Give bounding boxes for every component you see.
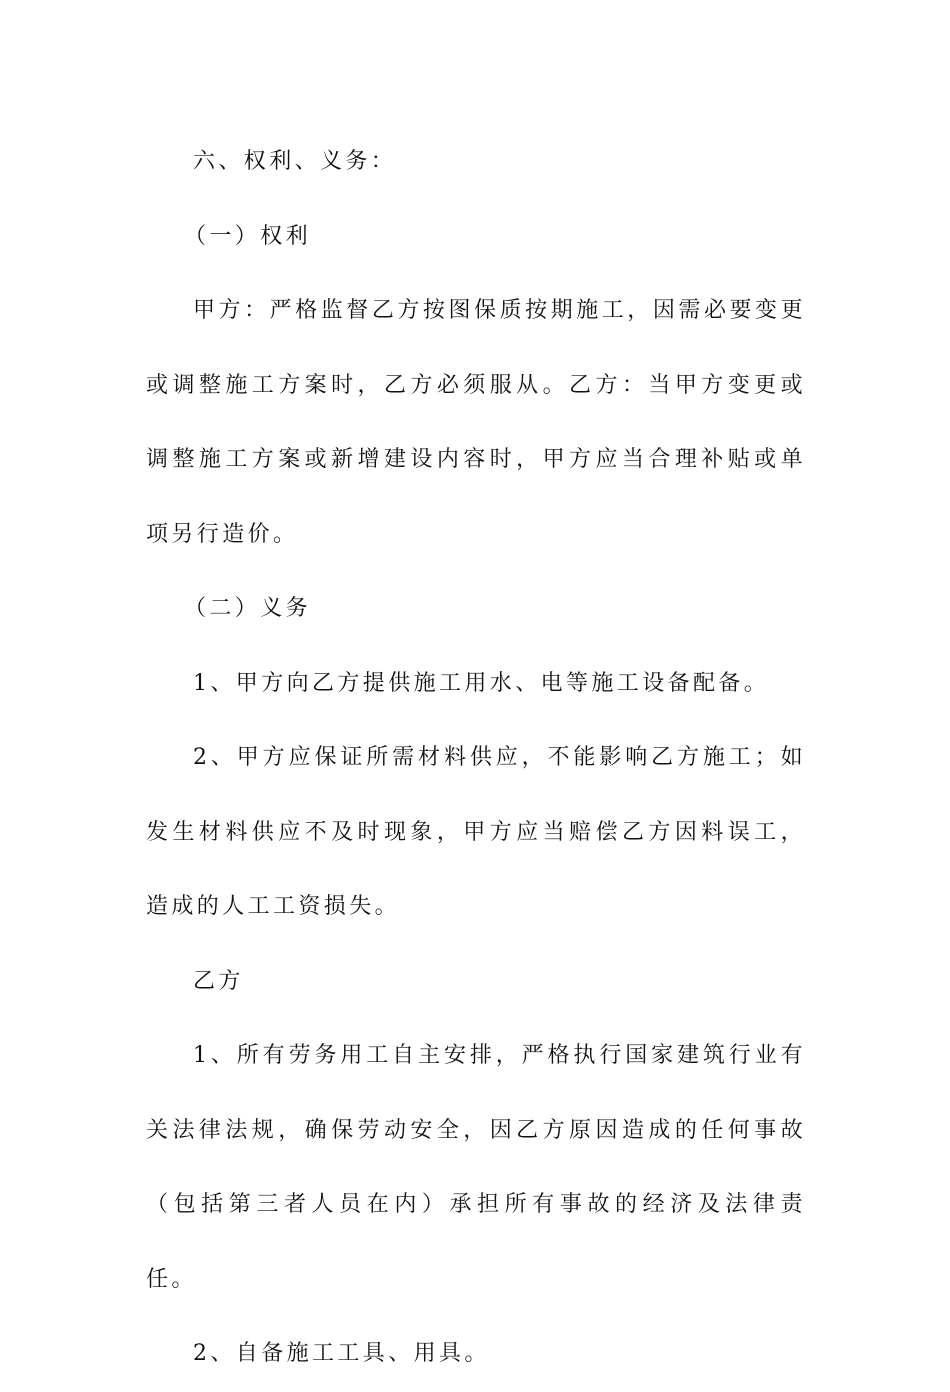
subheading-obligations: （二）义务 xyxy=(184,596,312,621)
subheading-rights: （一）权利 xyxy=(184,223,312,249)
paragraph-party-a-item-2: 2、甲方应保证所需材料供应，不能影响乙方施工；如发生材料供应不及时现象，甲方应当赔偿乙方因料误工，造成的人工工资损失。 xyxy=(146,745,806,919)
contract-text xyxy=(146,125,806,1392)
paragraph-party-b-item-1: 1、所有劳务用工自主安排，严格执行国家建筑行业有关法律法规，确保劳动安全，因乙方原因造成的任何事故（包括第三者人员在内）承担所有事故的经济及法律责任。 xyxy=(146,1043,806,1292)
label-party-b: 乙方 xyxy=(193,968,244,994)
paragraph-rights: 甲方：严格监督乙方按图保质按期施工，因需必要变更或调整施工方案时，乙方必须服从。乙方：当甲方变更或调整施工方案或新增建设内容时，甲方应当合理补贴或单项另行造价。 xyxy=(146,298,806,547)
section-heading: 六、权利、义务： xyxy=(193,149,397,174)
paragraph-party-a-item-1: 1、甲方向乙方提供施工用水、电等施工设备配备。 xyxy=(193,670,770,696)
paragraph-party-b-item-2: 2、自备施工工具、用具。 xyxy=(193,1341,490,1366)
